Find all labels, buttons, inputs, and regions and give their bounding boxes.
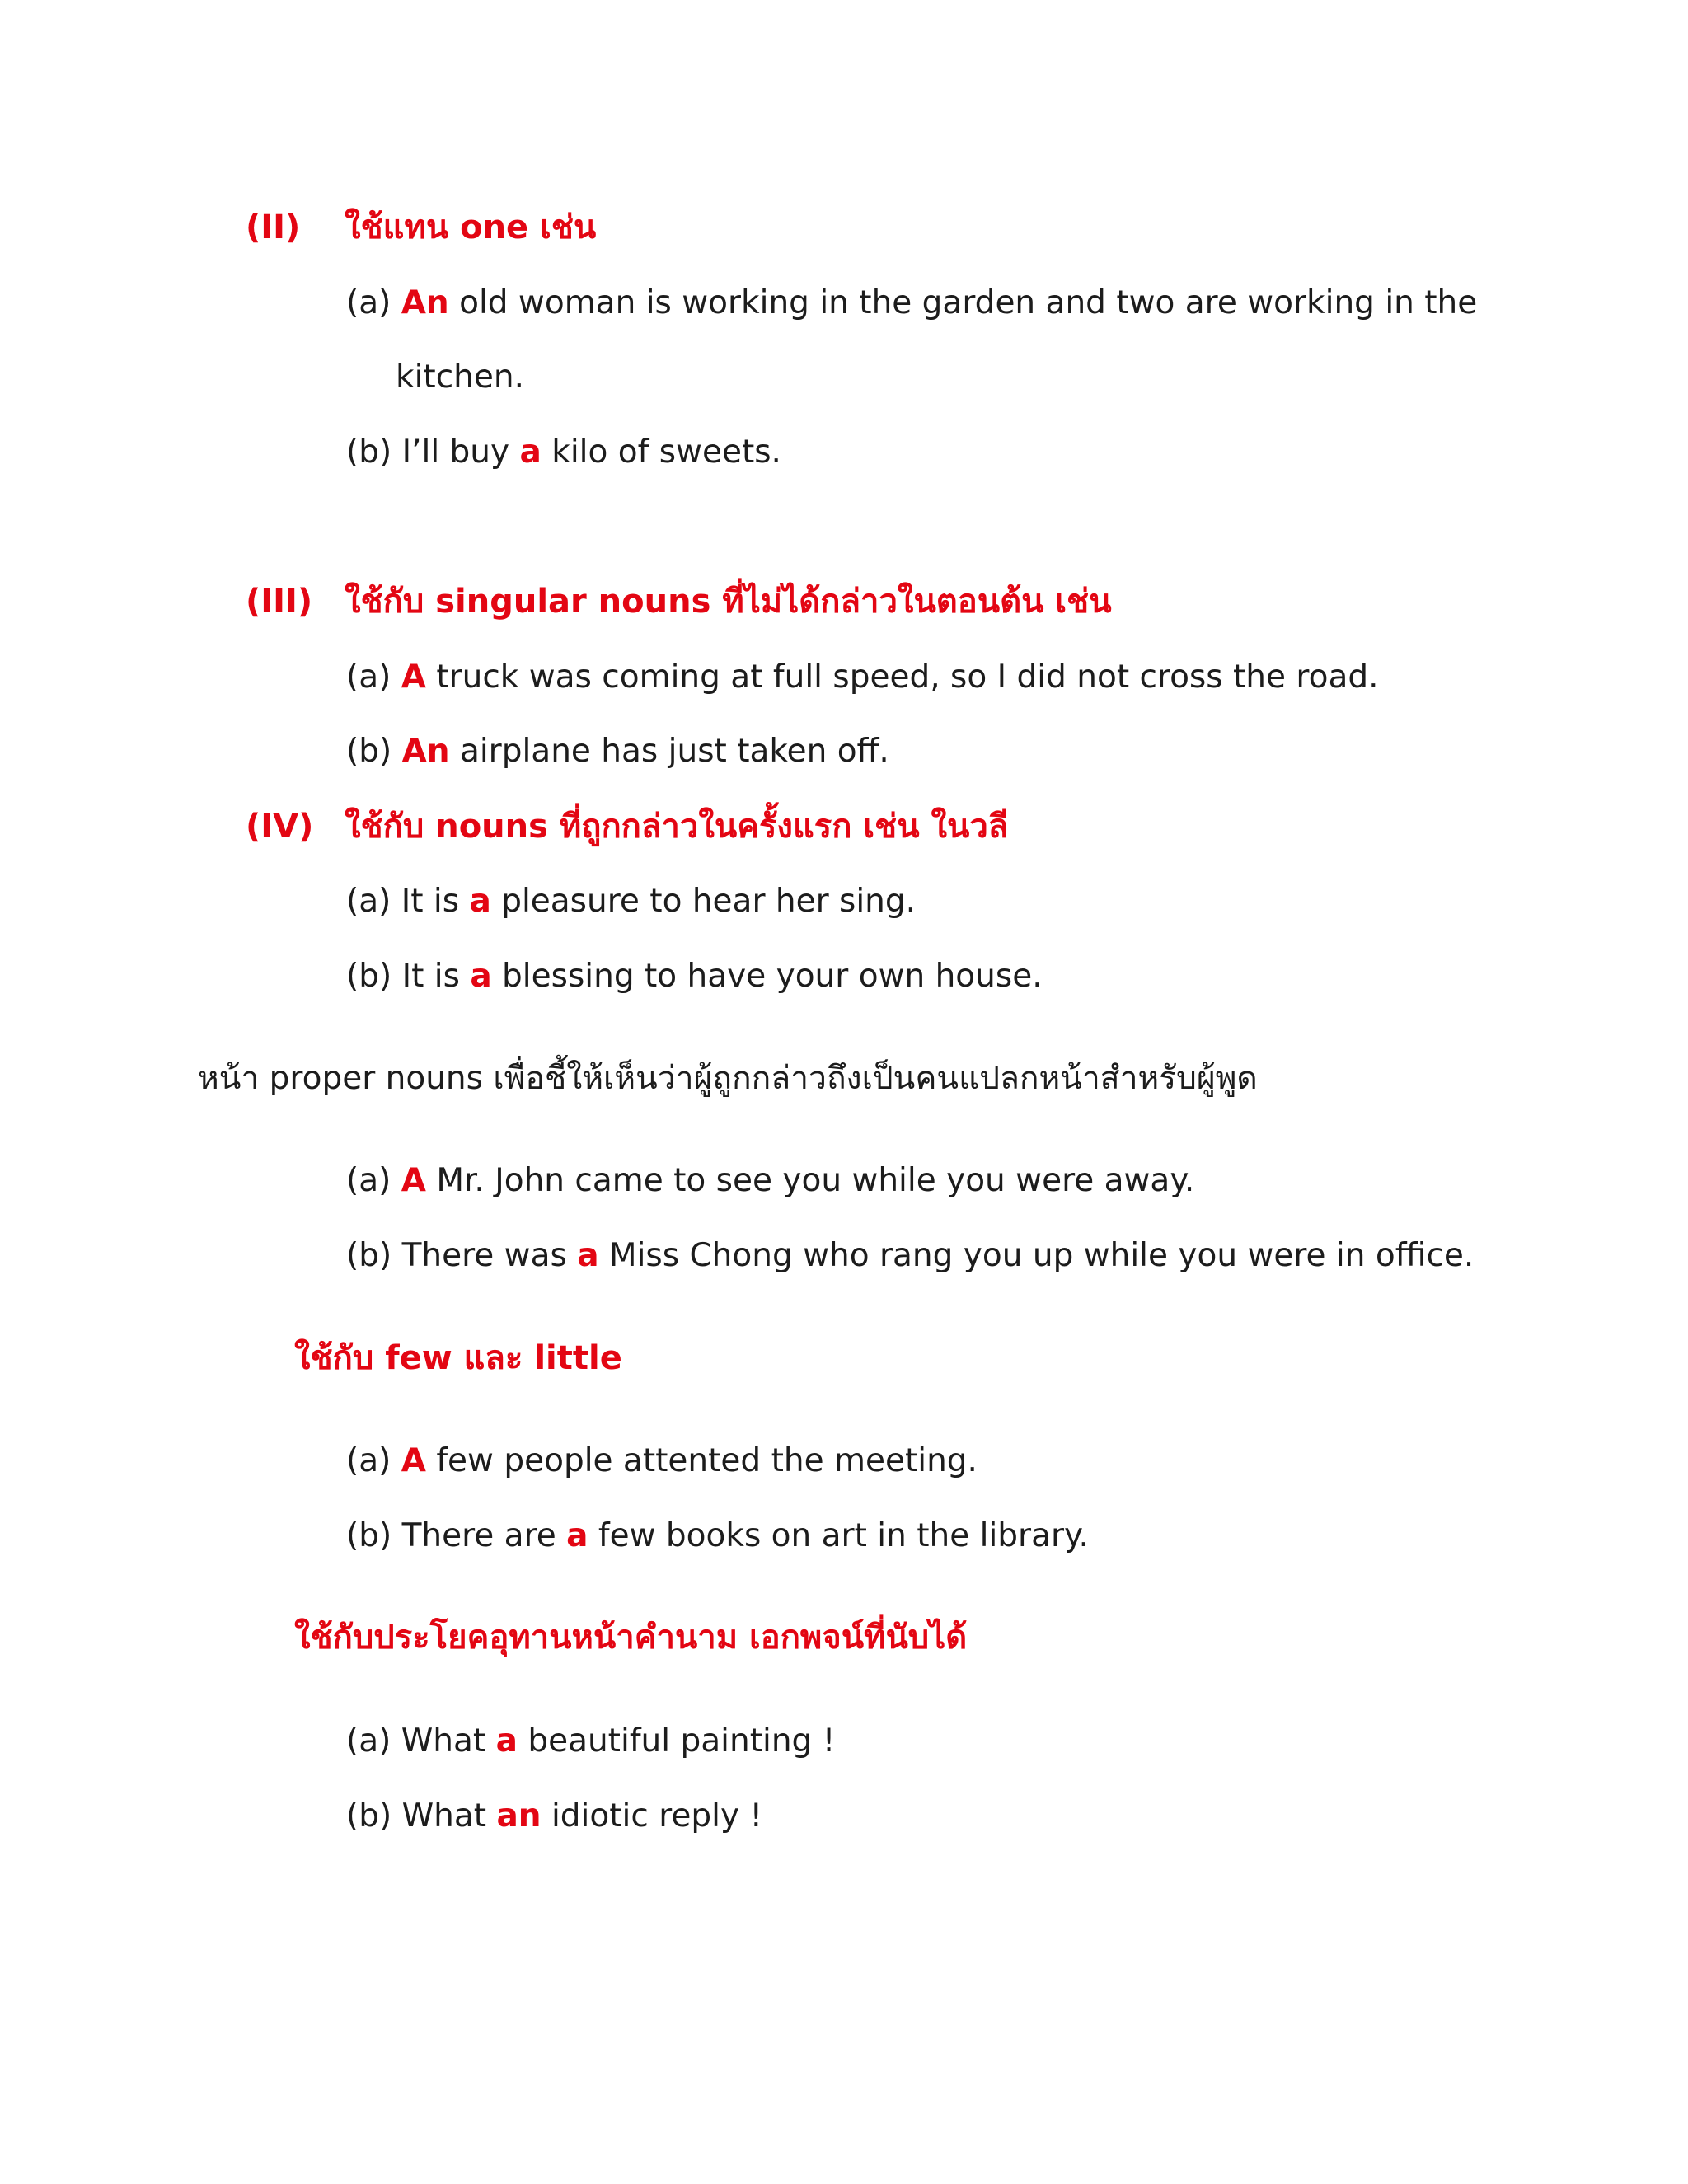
example-text: Miss Chong who rang you up while you were in office.	[598, 1237, 1475, 1274]
section-title: ใช้แทน one เช่น	[345, 209, 597, 246]
section-number: (IV)	[246, 808, 314, 846]
example-text: few books on art in the library.	[588, 1517, 1089, 1554]
article-highlight: A	[401, 1442, 426, 1479]
example-label: (a) It is	[346, 883, 470, 920]
example-text: pleasure to hear her sing.	[490, 883, 917, 920]
example-label: (b) I’ll buy	[346, 434, 520, 471]
example-label: (a)	[346, 1442, 401, 1479]
article-highlight: a	[577, 1237, 599, 1274]
example-text: few people attented the meeting.	[425, 1442, 978, 1479]
example-line	[346, 879, 916, 925]
example-label: (a)	[346, 658, 401, 696]
example-line	[346, 1793, 762, 1840]
section-title: ใช้กับ singular nouns ที่ไม่ได้กล่าวในตอนต้น เช่น	[345, 583, 1112, 621]
example-line	[346, 1158, 1194, 1204]
article-highlight: a	[519, 434, 542, 471]
example-text: idiotic reply !	[541, 1797, 763, 1835]
example-line	[346, 1233, 1474, 1279]
section-title: ใช้กับประโยคอุทานหน้าคำนาม เอกพจน์ที่นับได้	[294, 1619, 968, 1657]
article-highlight: A	[401, 658, 426, 696]
example-label: (b) It is	[346, 958, 471, 995]
example-line	[346, 729, 889, 775]
article-highlight: an	[496, 1797, 542, 1835]
example-label: (a)	[346, 1162, 401, 1199]
article-highlight: An	[401, 284, 449, 321]
section-heading-exclamation	[294, 1615, 967, 1661]
section-heading-few-little	[294, 1335, 622, 1381]
example-label: (b)	[346, 733, 402, 770]
example-text: Mr. John came to see you while you were away.	[425, 1162, 1195, 1199]
section-heading-iv	[246, 804, 1008, 850]
example-line	[346, 1718, 835, 1765]
example-text: kitchen.	[396, 359, 524, 396]
example-label: (b) What	[346, 1797, 497, 1835]
section-number: (II)	[246, 209, 301, 246]
example-label: (a)	[346, 284, 401, 321]
article-highlight: a	[470, 958, 492, 995]
example-line	[346, 429, 781, 476]
example-label: (b) There are	[346, 1517, 567, 1554]
example-label: (a) What	[346, 1722, 496, 1760]
article-highlight: a	[495, 1722, 518, 1760]
proper-nouns-intro: หน้า proper nouns เพื่อชี้ให้เห็นว่าผู้ถูกกล่าวถึงเป็นคนแปลกหน้าสำหรับผู้พูด	[198, 1060, 1258, 1097]
example-text: kilo of sweets.	[541, 434, 781, 471]
example-line	[346, 654, 1379, 701]
article-highlight: An	[401, 733, 450, 770]
example-text: beautiful painting !	[517, 1722, 836, 1760]
example-text: truck was coming at full speed, so I did not cross the road.	[425, 658, 1379, 696]
section-heading-ii	[246, 204, 596, 251]
article-highlight: a	[469, 883, 491, 920]
example-label: (b) There was	[346, 1237, 578, 1274]
example-line-continuation	[396, 354, 524, 401]
example-line	[346, 954, 1043, 1000]
article-highlight: A	[401, 1162, 426, 1199]
article-highlight: a	[566, 1517, 588, 1554]
section-heading-iii	[246, 579, 1112, 625]
example-line	[346, 280, 1477, 326]
example-text: airplane has just taken off.	[449, 733, 889, 770]
example-text: blessing to have your own house.	[491, 958, 1043, 995]
section-title: ใช้กับ few และ little	[294, 1339, 622, 1377]
section-title: ใช้กับ nouns ที่ถูกกล่าวในครั้งแรก เช่น ในวลี	[345, 808, 1009, 846]
section-number: (III)	[246, 583, 313, 621]
example-text: old woman is working in the garden and two are working in the	[448, 284, 1478, 321]
example-line	[346, 1513, 1089, 1559]
example-line	[346, 1438, 978, 1484]
